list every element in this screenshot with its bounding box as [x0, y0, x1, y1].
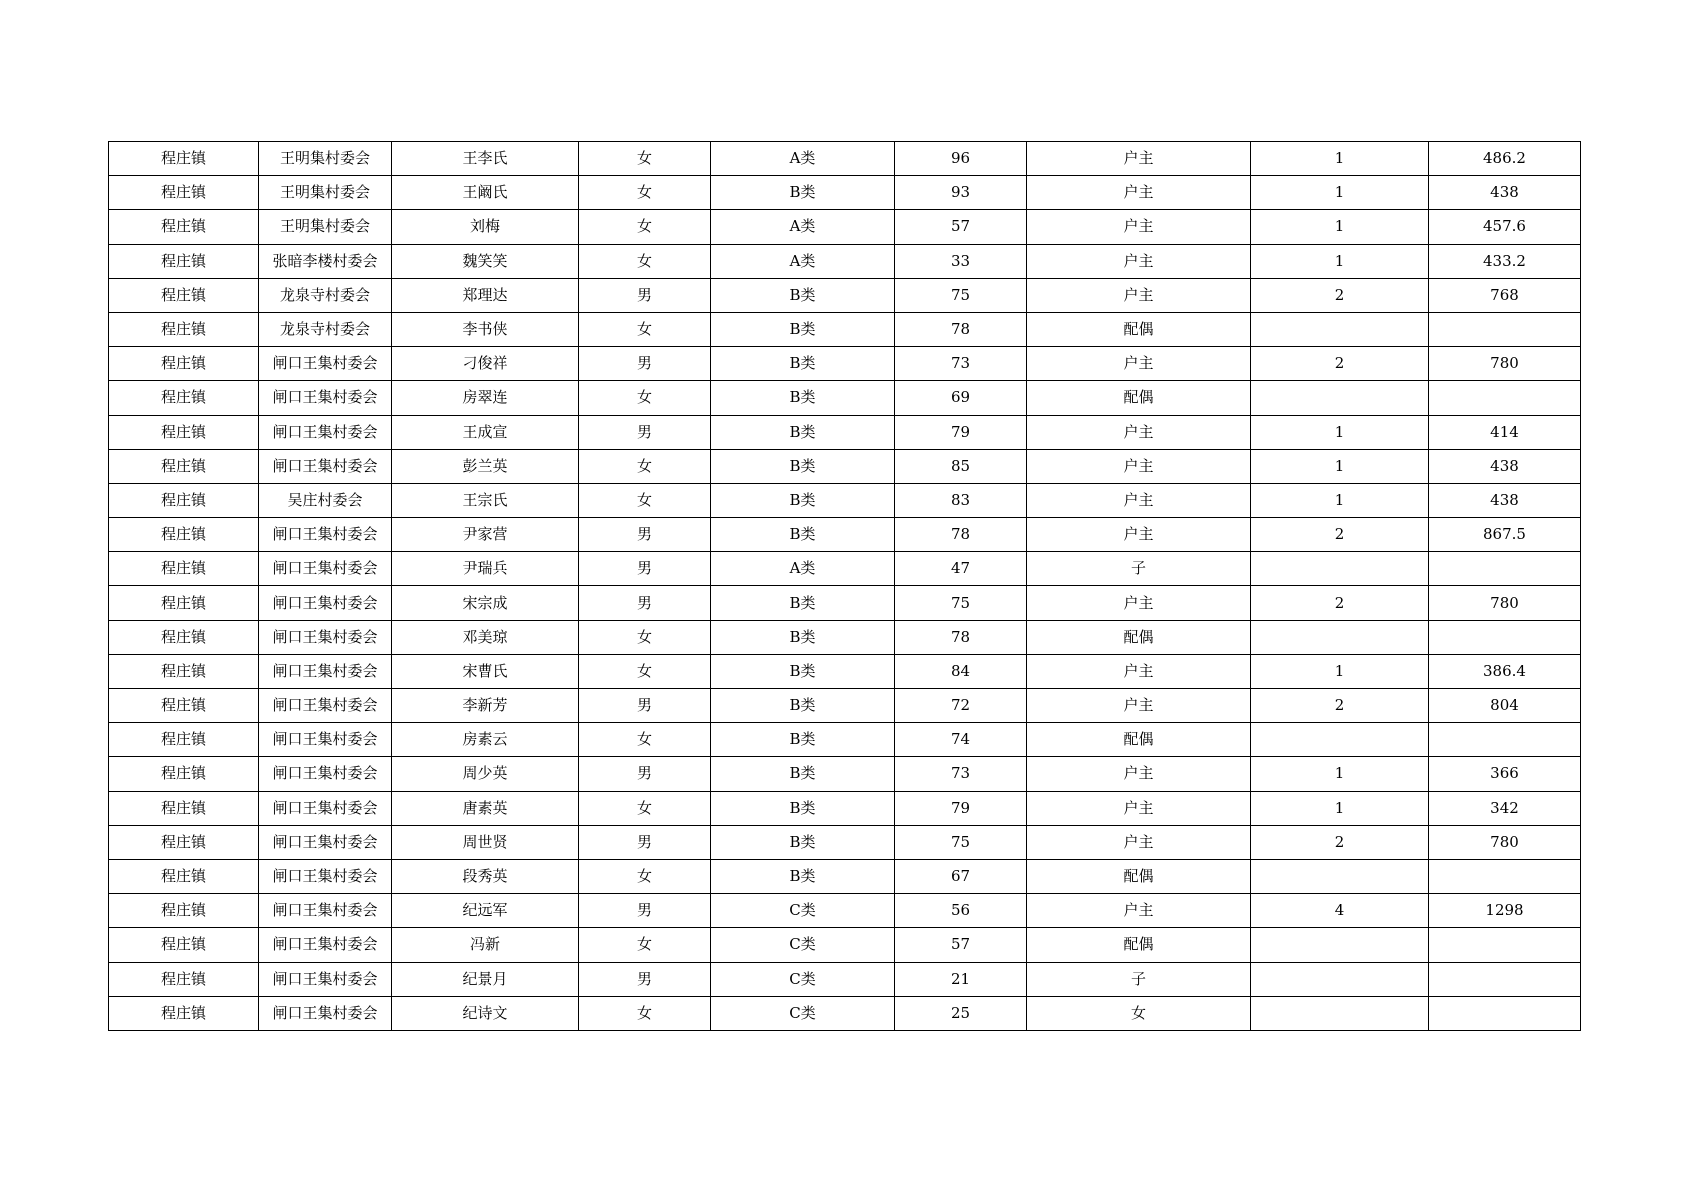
gender-cell: 男: [579, 518, 711, 552]
household-count-cell: 2: [1251, 689, 1429, 723]
table-row: [109, 689, 1581, 723]
relation-cell: 户主: [1027, 449, 1251, 483]
age-cell: 96: [895, 142, 1027, 176]
gender-cell: 女: [579, 483, 711, 517]
category-cell: B类: [711, 415, 895, 449]
village-cell: 闸口王集村委会: [259, 791, 392, 825]
household-count-cell: 2: [1251, 518, 1429, 552]
town-cell: 程庄镇: [109, 894, 259, 928]
name-cell: 王李氏: [392, 142, 579, 176]
relation-cell: 配偶: [1027, 620, 1251, 654]
table-row: [109, 176, 1581, 210]
age-cell: 75: [895, 586, 1027, 620]
age-cell: 57: [895, 210, 1027, 244]
gender-cell: 女: [579, 176, 711, 210]
age-cell: 57: [895, 928, 1027, 962]
category-cell: B类: [711, 483, 895, 517]
relation-cell: 户主: [1027, 654, 1251, 688]
gender-cell: 女: [579, 928, 711, 962]
relation-cell: 户主: [1027, 415, 1251, 449]
household-count-cell: 1: [1251, 244, 1429, 278]
amount-cell: 438: [1429, 449, 1581, 483]
relation-cell: 配偶: [1027, 928, 1251, 962]
relation-cell: 户主: [1027, 142, 1251, 176]
age-cell: 78: [895, 312, 1027, 346]
category-cell: C类: [711, 928, 895, 962]
table-row: [109, 483, 1581, 517]
age-cell: 75: [895, 278, 1027, 312]
household-count-cell: 1: [1251, 791, 1429, 825]
amount-cell: [1429, 859, 1581, 893]
amount-cell: 438: [1429, 483, 1581, 517]
relation-cell: 配偶: [1027, 723, 1251, 757]
town-cell: 程庄镇: [109, 483, 259, 517]
relation-cell: 子: [1027, 962, 1251, 996]
category-cell: B类: [711, 757, 895, 791]
gender-cell: 女: [579, 142, 711, 176]
roster-body: [109, 142, 1581, 1031]
relation-cell: 户主: [1027, 689, 1251, 723]
town-cell: 程庄镇: [109, 210, 259, 244]
gender-cell: 男: [579, 586, 711, 620]
name-cell: 王成宣: [392, 415, 579, 449]
name-cell: 纪景月: [392, 962, 579, 996]
gender-cell: 男: [579, 415, 711, 449]
household-count-cell: 1: [1251, 483, 1429, 517]
village-cell: 闸口王集村委会: [259, 347, 392, 381]
gender-cell: 女: [579, 723, 711, 757]
town-cell: 程庄镇: [109, 620, 259, 654]
gender-cell: 女: [579, 791, 711, 825]
village-cell: 闸口王集村委会: [259, 859, 392, 893]
roster-table: [108, 141, 1581, 1031]
category-cell: B类: [711, 723, 895, 757]
category-cell: C类: [711, 996, 895, 1030]
relation-cell: 配偶: [1027, 312, 1251, 346]
town-cell: 程庄镇: [109, 757, 259, 791]
table-row: [109, 791, 1581, 825]
town-cell: 程庄镇: [109, 791, 259, 825]
table-row: [109, 586, 1581, 620]
category-cell: B类: [711, 859, 895, 893]
town-cell: 程庄镇: [109, 654, 259, 688]
village-cell: 闸口王集村委会: [259, 586, 392, 620]
category-cell: B类: [711, 689, 895, 723]
name-cell: 郑理达: [392, 278, 579, 312]
household-count-cell: 1: [1251, 449, 1429, 483]
household-count-cell: 1: [1251, 757, 1429, 791]
age-cell: 47: [895, 552, 1027, 586]
age-cell: 73: [895, 757, 1027, 791]
category-cell: B类: [711, 449, 895, 483]
village-cell: 张暗李楼村委会: [259, 244, 392, 278]
town-cell: 程庄镇: [109, 278, 259, 312]
name-cell: 房素云: [392, 723, 579, 757]
age-cell: 69: [895, 381, 1027, 415]
table-row: [109, 415, 1581, 449]
table-row: [109, 894, 1581, 928]
name-cell: 冯新: [392, 928, 579, 962]
age-cell: 67: [895, 859, 1027, 893]
household-count-cell: 2: [1251, 825, 1429, 859]
village-cell: 闸口王集村委会: [259, 689, 392, 723]
category-cell: B类: [711, 347, 895, 381]
village-cell: 闸口王集村委会: [259, 654, 392, 688]
name-cell: 彭兰英: [392, 449, 579, 483]
household-count-cell: [1251, 723, 1429, 757]
table-row: [109, 518, 1581, 552]
category-cell: A类: [711, 210, 895, 244]
town-cell: 程庄镇: [109, 142, 259, 176]
household-count-cell: 4: [1251, 894, 1429, 928]
town-cell: 程庄镇: [109, 962, 259, 996]
name-cell: 段秀英: [392, 859, 579, 893]
amount-cell: [1429, 312, 1581, 346]
category-cell: B类: [711, 654, 895, 688]
table-row: [109, 825, 1581, 859]
amount-cell: 438: [1429, 176, 1581, 210]
amount-cell: 768: [1429, 278, 1581, 312]
relation-cell: 户主: [1027, 483, 1251, 517]
gender-cell: 男: [579, 894, 711, 928]
age-cell: 79: [895, 791, 1027, 825]
age-cell: 72: [895, 689, 1027, 723]
household-count-cell: 1: [1251, 415, 1429, 449]
table-row: [109, 723, 1581, 757]
gender-cell: 男: [579, 278, 711, 312]
household-count-cell: [1251, 620, 1429, 654]
household-count-cell: 1: [1251, 210, 1429, 244]
amount-cell: 1298: [1429, 894, 1581, 928]
amount-cell: [1429, 381, 1581, 415]
town-cell: 程庄镇: [109, 689, 259, 723]
name-cell: 尹家营: [392, 518, 579, 552]
relation-cell: 子: [1027, 552, 1251, 586]
amount-cell: 780: [1429, 825, 1581, 859]
gender-cell: 男: [579, 347, 711, 381]
relation-cell: 户主: [1027, 347, 1251, 381]
amount-cell: [1429, 552, 1581, 586]
village-cell: 王明集村委会: [259, 142, 392, 176]
category-cell: C类: [711, 894, 895, 928]
village-cell: 龙泉寺村委会: [259, 278, 392, 312]
relation-cell: 配偶: [1027, 381, 1251, 415]
amount-cell: 386.4: [1429, 654, 1581, 688]
town-cell: 程庄镇: [109, 586, 259, 620]
relation-cell: 配偶: [1027, 859, 1251, 893]
gender-cell: 男: [579, 689, 711, 723]
amount-cell: 366: [1429, 757, 1581, 791]
name-cell: 周世贤: [392, 825, 579, 859]
town-cell: 程庄镇: [109, 859, 259, 893]
household-count-cell: 1: [1251, 176, 1429, 210]
amount-cell: 804: [1429, 689, 1581, 723]
age-cell: 73: [895, 347, 1027, 381]
household-count-cell: [1251, 928, 1429, 962]
amount-cell: 342: [1429, 791, 1581, 825]
town-cell: 程庄镇: [109, 928, 259, 962]
table-row: [109, 449, 1581, 483]
household-count-cell: 2: [1251, 278, 1429, 312]
town-cell: 程庄镇: [109, 347, 259, 381]
age-cell: 33: [895, 244, 1027, 278]
gender-cell: 女: [579, 312, 711, 346]
village-cell: 闸口王集村委会: [259, 620, 392, 654]
gender-cell: 女: [579, 654, 711, 688]
amount-cell: [1429, 962, 1581, 996]
relation-cell: 户主: [1027, 894, 1251, 928]
amount-cell: 780: [1429, 347, 1581, 381]
age-cell: 75: [895, 825, 1027, 859]
town-cell: 程庄镇: [109, 825, 259, 859]
household-count-cell: [1251, 996, 1429, 1030]
relation-cell: 户主: [1027, 586, 1251, 620]
name-cell: 纪诗文: [392, 996, 579, 1030]
name-cell: 魏笑笑: [392, 244, 579, 278]
category-cell: C类: [711, 962, 895, 996]
household-count-cell: 2: [1251, 586, 1429, 620]
category-cell: A类: [711, 142, 895, 176]
name-cell: 宋宗成: [392, 586, 579, 620]
gender-cell: 男: [579, 552, 711, 586]
village-cell: 吴庄村委会: [259, 483, 392, 517]
village-cell: 闸口王集村委会: [259, 723, 392, 757]
age-cell: 79: [895, 415, 1027, 449]
town-cell: 程庄镇: [109, 415, 259, 449]
gender-cell: 女: [579, 996, 711, 1030]
age-cell: 85: [895, 449, 1027, 483]
amount-cell: [1429, 928, 1581, 962]
relation-cell: 户主: [1027, 244, 1251, 278]
name-cell: 李新芳: [392, 689, 579, 723]
name-cell: 刁俊祥: [392, 347, 579, 381]
amount-cell: 414: [1429, 415, 1581, 449]
village-cell: 闸口王集村委会: [259, 518, 392, 552]
name-cell: 王宗氏: [392, 483, 579, 517]
name-cell: 唐素英: [392, 791, 579, 825]
category-cell: B类: [711, 825, 895, 859]
name-cell: 刘梅: [392, 210, 579, 244]
household-count-cell: 1: [1251, 142, 1429, 176]
relation-cell: 户主: [1027, 210, 1251, 244]
village-cell: 闸口王集村委会: [259, 449, 392, 483]
relation-cell: 户主: [1027, 825, 1251, 859]
table-row: [109, 244, 1581, 278]
table-row: [109, 620, 1581, 654]
name-cell: 周少英: [392, 757, 579, 791]
relation-cell: 户主: [1027, 791, 1251, 825]
town-cell: 程庄镇: [109, 723, 259, 757]
category-cell: B类: [711, 381, 895, 415]
amount-cell: [1429, 723, 1581, 757]
amount-cell: 486.2: [1429, 142, 1581, 176]
relation-cell: 户主: [1027, 757, 1251, 791]
category-cell: A类: [711, 244, 895, 278]
table-row: [109, 552, 1581, 586]
household-count-cell: [1251, 381, 1429, 415]
age-cell: 56: [895, 894, 1027, 928]
village-cell: 闸口王集村委会: [259, 381, 392, 415]
age-cell: 78: [895, 620, 1027, 654]
town-cell: 程庄镇: [109, 244, 259, 278]
name-cell: 王阚氏: [392, 176, 579, 210]
town-cell: 程庄镇: [109, 312, 259, 346]
age-cell: 74: [895, 723, 1027, 757]
name-cell: 李书侠: [392, 312, 579, 346]
household-count-cell: [1251, 962, 1429, 996]
village-cell: 闸口王集村委会: [259, 996, 392, 1030]
table-row: [109, 278, 1581, 312]
town-cell: 程庄镇: [109, 381, 259, 415]
table-row: [109, 312, 1581, 346]
age-cell: 93: [895, 176, 1027, 210]
table-row: [109, 142, 1581, 176]
table-row: [109, 996, 1581, 1030]
category-cell: B类: [711, 620, 895, 654]
amount-cell: 457.6: [1429, 210, 1581, 244]
table-row: [109, 757, 1581, 791]
table-row: [109, 654, 1581, 688]
amount-cell: 433.2: [1429, 244, 1581, 278]
amount-cell: 867.5: [1429, 518, 1581, 552]
name-cell: 宋曹氏: [392, 654, 579, 688]
gender-cell: 女: [579, 449, 711, 483]
village-cell: 闸口王集村委会: [259, 894, 392, 928]
town-cell: 程庄镇: [109, 996, 259, 1030]
amount-cell: [1429, 620, 1581, 654]
gender-cell: 男: [579, 962, 711, 996]
gender-cell: 男: [579, 757, 711, 791]
name-cell: 尹瑞兵: [392, 552, 579, 586]
category-cell: B类: [711, 176, 895, 210]
village-cell: 闸口王集村委会: [259, 962, 392, 996]
table-row: [109, 347, 1581, 381]
household-count-cell: [1251, 312, 1429, 346]
gender-cell: 男: [579, 825, 711, 859]
village-cell: 王明集村委会: [259, 210, 392, 244]
relation-cell: 女: [1027, 996, 1251, 1030]
village-cell: 闸口王集村委会: [259, 415, 392, 449]
gender-cell: 女: [579, 620, 711, 654]
town-cell: 程庄镇: [109, 176, 259, 210]
amount-cell: [1429, 996, 1581, 1030]
relation-cell: 户主: [1027, 278, 1251, 312]
household-count-cell: 1: [1251, 654, 1429, 688]
age-cell: 84: [895, 654, 1027, 688]
table-row: [109, 381, 1581, 415]
category-cell: B类: [711, 586, 895, 620]
gender-cell: 女: [579, 244, 711, 278]
name-cell: 邓美琼: [392, 620, 579, 654]
village-cell: 闸口王集村委会: [259, 552, 392, 586]
name-cell: 房翠连: [392, 381, 579, 415]
category-cell: B类: [711, 278, 895, 312]
village-cell: 闸口王集村委会: [259, 757, 392, 791]
age-cell: 83: [895, 483, 1027, 517]
table-row: [109, 859, 1581, 893]
category-cell: B类: [711, 518, 895, 552]
town-cell: 程庄镇: [109, 552, 259, 586]
category-cell: B类: [711, 791, 895, 825]
village-cell: 王明集村委会: [259, 176, 392, 210]
household-count-cell: [1251, 552, 1429, 586]
village-cell: 闸口王集村委会: [259, 928, 392, 962]
name-cell: 纪远军: [392, 894, 579, 928]
age-cell: 21: [895, 962, 1027, 996]
amount-cell: 780: [1429, 586, 1581, 620]
village-cell: 闸口王集村委会: [259, 825, 392, 859]
category-cell: A类: [711, 552, 895, 586]
gender-cell: 女: [579, 210, 711, 244]
table-row: [109, 928, 1581, 962]
relation-cell: 户主: [1027, 518, 1251, 552]
gender-cell: 女: [579, 381, 711, 415]
category-cell: B类: [711, 312, 895, 346]
town-cell: 程庄镇: [109, 518, 259, 552]
relation-cell: 户主: [1027, 176, 1251, 210]
household-count-cell: [1251, 859, 1429, 893]
age-cell: 78: [895, 518, 1027, 552]
table-row: [109, 210, 1581, 244]
table-row: [109, 962, 1581, 996]
gender-cell: 女: [579, 859, 711, 893]
household-count-cell: 2: [1251, 347, 1429, 381]
town-cell: 程庄镇: [109, 449, 259, 483]
age-cell: 25: [895, 996, 1027, 1030]
village-cell: 龙泉寺村委会: [259, 312, 392, 346]
